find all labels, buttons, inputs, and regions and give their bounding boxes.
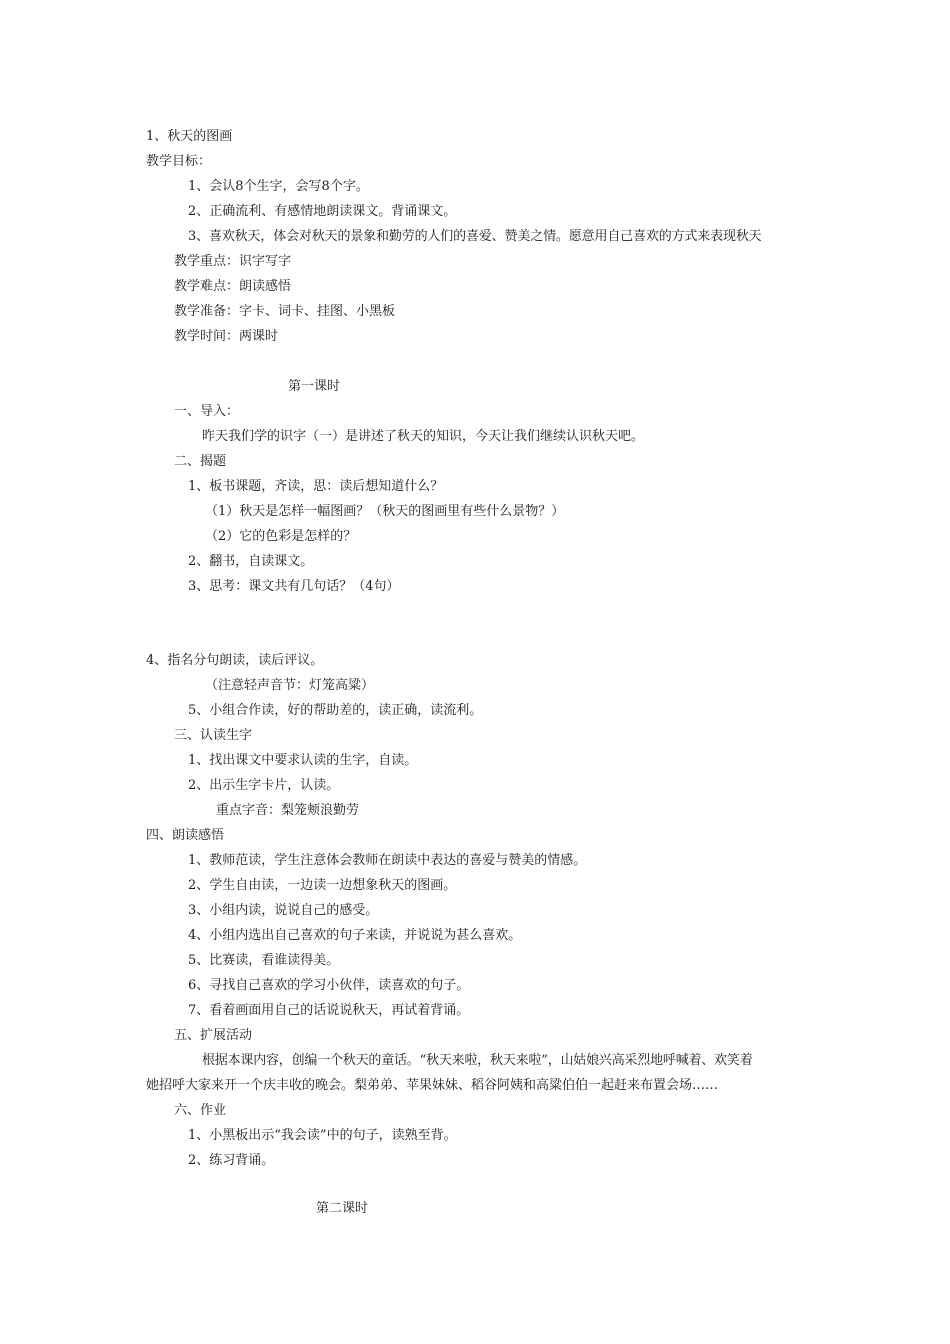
section-4-item: 2、学生自由读，一边读一边想象秋天的图画。	[188, 878, 457, 893]
section-1-text: 昨天我们学的识字（一）是讲述了秋天的知识，今天让我们继续认识秋天吧。	[202, 429, 645, 444]
section-2-subitem: （2）它的色彩是怎样的？	[205, 529, 357, 544]
section-5-paragraph-line-2: 她招呼大家来开一个庆丰收的晚会。梨弟弟、苹果妹妹、稻谷阿姨和高粱伯伯一起赶来布置会场……	[146, 1078, 719, 1093]
difficulty: 教学难点：朗读感悟	[174, 279, 292, 294]
section-2-item-4: 4、指名分句朗读，读后评议。	[146, 653, 324, 668]
section-2-item-5: 5、小组合作读，好的帮助差的，读正确，读流利。	[188, 703, 483, 718]
section-4-heading: 四、朗读感悟	[146, 828, 225, 843]
section-3-item: 1、找出课文中要求认读的生字，自读。	[188, 753, 418, 768]
section-2-heading: 二、揭题	[174, 454, 227, 469]
section-2-item: 1、板书课题，齐读，思：读后想知道什么？	[188, 479, 444, 494]
section-2-subitem: （1）秋天是怎样一幅图画？（秋天的图画里有些什么景物？）	[205, 504, 565, 519]
goal-item-3: 3、喜欢秋天，体会对秋天的景象和勤劳的人们的喜爱、赞美之情。愿意用自己喜欢的方式来表现秋天	[188, 229, 762, 244]
section-6-heading: 六、作业	[174, 1103, 227, 1118]
goal-item-2: 2、正确流利、有感情地朗读课文。背诵课文。	[188, 204, 457, 219]
section-5-heading: 五、扩展活动	[174, 1028, 253, 1043]
section-4-item: 4、小组内选出自己喜欢的句子来读，并说说为甚么喜欢。	[188, 928, 522, 943]
section-6-item: 1、小黑板出示“我会读”中的句子，读熟至背。	[188, 1128, 457, 1143]
section-3-note: 重点字音：梨笼颊浪勤劳	[216, 803, 360, 818]
section-4-item: 5、比赛读，看谁读得美。	[188, 953, 340, 968]
section-2-item-4-note: （注意轻声音节：灯笼高粱）	[205, 678, 375, 693]
section-5-paragraph-line-1: 根据本课内容，创编一个秋天的童话。“秋天来啦，秋天来啦”，山姑娘兴高采烈地呼喊着、欢笑着	[202, 1053, 753, 1068]
section-4-item: 7、看着画面用自己的话说说秋天，再试着背诵。	[188, 1003, 470, 1018]
section-6-item: 2、练习背诵。	[188, 1153, 275, 1168]
preparation: 教学准备：字卡、词卡、挂图、小黑板	[174, 304, 396, 319]
teaching-time: 教学时间：两课时	[174, 329, 279, 344]
section-4-item: 6、寻找自己喜欢的学习小伙伴，读喜欢的句子。	[188, 978, 470, 993]
lesson1-title: 第一课时	[288, 379, 341, 394]
section-3-heading: 三、认读生字	[174, 728, 253, 743]
section-3-item: 2、出示生字卡片，认读。	[188, 778, 340, 793]
lesson-title: 1、秋天的图画	[146, 129, 233, 144]
section-4-item: 1、教师范读，学生注意体会教师在朗读中表达的喜爱与赞美的情感。	[188, 853, 587, 868]
section-2-item: 3、思考：课文共有几句话？（4句）	[188, 579, 400, 594]
key-point: 教学重点：识字写字	[174, 254, 292, 269]
goal-item-1: 1、会认8个生字，会写8个字。	[188, 179, 369, 194]
section-2-item: 2、翻书，自读课文。	[188, 554, 314, 569]
section-1-heading: 一、导入：	[174, 404, 240, 419]
goals-heading: 教学目标：	[146, 154, 212, 169]
lesson2-title: 第二课时	[316, 1201, 369, 1216]
section-4-item: 3、小组内读，说说自己的感受。	[188, 903, 379, 918]
